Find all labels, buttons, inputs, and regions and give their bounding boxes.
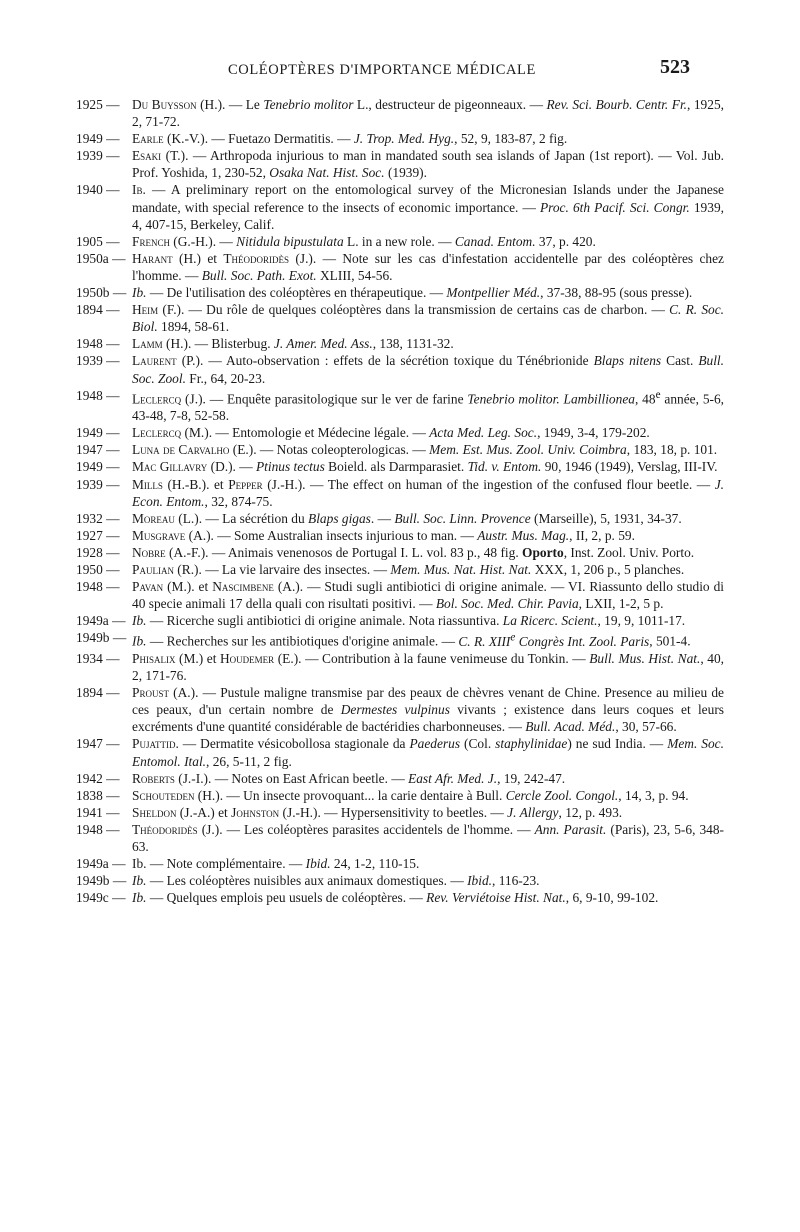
entry-year: 1928 — (76, 544, 120, 560)
bibliography-entry (76, 284, 724, 301)
entry-citation: Laurent (P.). — Auto-observation : effets de la sécrétion toxique du Ténébrionide Blaps nitens Cast. Bull. Soc. Zool. Fr., 64, 20-23. (132, 353, 724, 386)
entry-year: 1927 — (76, 527, 120, 543)
bibliography-entry (76, 527, 724, 544)
entry-citation: Schouteden (H.). — Un insecte provoquant... la carie dentaire à Bull. Cercle Zool. Congol., 14, 3, p. 94. (132, 787, 689, 803)
entry-citation: Musgrave (A.). — Some Australian insects injurious to man. — Austr. Mus. Mag., II, 2, p. 59. (132, 527, 635, 543)
bibliography-entry (76, 561, 724, 578)
entry-year: 1949b — (76, 630, 127, 646)
entry-year: 1948 — (76, 336, 120, 352)
bibliography-entry (76, 441, 724, 458)
bibliography-entry (76, 352, 724, 386)
entry-citation: Leclercq (J.). — Enquête parasitologique sur le ver de farine Tenebrio molitor. Lambillionea, 48e année, 5-6, 43-48, 7-8, 52-58. (132, 388, 725, 424)
entry-year: 1925 — (76, 97, 120, 112)
bibliography-entry (76, 387, 724, 425)
entry-year: 1949c — (76, 890, 126, 906)
entry-citation: Ib. — Les coléoptères nuisibles aux animaux domestiques. — Ibid., 116-23. (132, 873, 540, 889)
entry-citation: Nobre (A.-F.). — Animais venenosos de Portugal I. L. vol. 83 p., 48 fig. Oporto, Inst. Zool. Univ. Porto. (132, 544, 695, 560)
bibliography-entry (76, 458, 724, 475)
bibliography-entry (76, 510, 724, 527)
bibliography-entry (76, 770, 724, 787)
bibliography-entry (76, 233, 724, 250)
entry-year: 1949 — (76, 425, 120, 441)
entry-citation: Luna de Carvalho (E.). — Notas coleopterologicas. — Mem. Est. Mus. Zool. Univ. Coimbra, 183, 18, p. 101. (132, 442, 718, 458)
entry-citation: Lamm (H.). — Blisterbug. J. Amer. Med. Ass., 138, 1131-32. (132, 336, 454, 352)
entry-citation: Paulian (R.). — La vie larvaire des insectes. — Mem. Mus. Nat. Hist. Nat. XXX, 1, 206 p., 5 planches. (132, 562, 685, 577)
entry-citation: Ib. — Quelques emplois peu usuels de coléoptères. — Rev. Verviétoise Hist. Nat., 6, 9-10, 99-102. (132, 890, 659, 906)
bibliography-entry (76, 684, 724, 735)
bibliography-entry (76, 130, 724, 147)
bibliography-entry (76, 787, 724, 804)
entry-citation: Mills (H.-B.). et Pepper (J.-H.). — The effect on human of the ingestion of the confused flour beetle. — J. Econ. Entom., 32, 874-75. (132, 476, 725, 509)
entry-citation: Esaki (T.). — Arthropoda injurious to man in mandated south sea islands of Japan (1st report). — Vol. Jub. Prof. Yoshida, 1, 230-52, Osaka Nat. Hist. Soc. (1939). (132, 148, 724, 181)
entry-citation: Ib. — A preliminary report on the entomological survey of the Micronesian Islands under the Japanese mandate, with special reference to the insects of economic importance. — Proc. 6th Pacif. Sci. Congr. 1939, 4, 407-15, Berkeley, Calif. (132, 182, 724, 232)
entry-citation: Ib. — De l'utilisation des coléoptères en thérapeutique. — Montpellier Méd., 37-38, 88-95 (sous presse). (132, 285, 693, 301)
entry-citation: Pujattid. — Dermatite vésicobollosa stagionale da Paederus (Col. staphylinidae) ne sud India. — Mem. Soc. Entomol. Ital., 26, 5-11, 2 fig. (132, 736, 724, 769)
entry-citation: Pavan (M.). et Nascimbene (A.). — Studi sugli antibiotici di origine animale. — VI. Riassunto dello studio di 40 specie animali 17 della quali con risultati positivi. — Bol. Soc. Med. Chir. Pavia, LXII, 1-2, 5 p. (132, 579, 724, 612)
entry-year: 1947 — (76, 736, 120, 752)
bibliography-entry (76, 804, 724, 821)
bibliography-entry (76, 821, 724, 855)
entry-citation: Harant (H.) et Théodoridès (J.). — Note sur les cas d'infestation accidentelle par des coléoptères chez l'homme. — Bull. Soc. Path. Exot. XLIII, 54-56. (132, 250, 724, 283)
bibliography-entry (76, 578, 724, 612)
entry-year: 1949 — (76, 459, 120, 475)
bibliography-entry (76, 612, 724, 629)
entry-year: 1950a — (76, 250, 126, 266)
entry-year: 1939 — (76, 476, 120, 492)
page-number: 523 (660, 56, 690, 78)
entry-year: 1949a — (76, 613, 126, 629)
bibliography-entry (76, 629, 724, 650)
entry-citation: Du Buysson (H.). — Le Tenebrio molitor L., destructeur de pigeonneaux. — Rev. Sci. Bourb. Centr. Fr., 1925, 2, 71-72. (132, 97, 724, 130)
entry-year: 1940 — (76, 182, 120, 198)
entry-citation: Mac Gillavry (D.). — Ptinus tectus Boield. als Darmparasiet. Tid. v. Entom. 90, 1946 (1949), Verslag, III-IV. (132, 459, 718, 475)
entry-citation: Leclercq (M.). — Entomologie et Médecine légale. — Acta Med. Leg. Soc., 1949, 3-4, 179-202. (132, 425, 650, 441)
entry-year: 1894 — (76, 302, 120, 318)
bibliography-entry (76, 335, 724, 352)
entry-citation: Sheldon (J.-A.) et Johnston (J.-H.). — Hypersensitivity to beetles. — J. Allergy, 12, p. 493. (132, 804, 623, 820)
entry-year: 1947 — (76, 442, 120, 458)
bibliography-entry (76, 889, 724, 906)
entry-year: 1949a — (76, 856, 126, 872)
entry-year: 1905 — (76, 233, 120, 249)
entry-year: 1948 — (76, 579, 120, 595)
bibliography-entry (76, 96, 724, 130)
entry-citation: Earle (K.-V.). — Fuetazo Dermatitis. — J. Trop. Med. Hyg., 52, 9, 183-87, 2 fig. (132, 131, 568, 147)
entry-year: 1894 — (76, 685, 120, 701)
bibliography-entry (76, 301, 724, 335)
entry-citation: Heim (F.). — Du rôle de quelques coléoptères dans la transmission de certains cas de charbon. — C. R. Soc. Biol. 1894, 58-61. (132, 302, 724, 335)
entry-year: 1948 — (76, 821, 120, 837)
entry-citation: Proust (A.). — Pustule maligne transmise par des peaux de chèvres venant de Chine. Presence au milieu de ces peaux, d'un certain nombre de Dermestes vulpinus vivants ; existence dans leurs coques et leurs excréments d'une quantité considérable de bactéridies charbonneuses. — Bull. Acad. Méd., 30, 57-66. (132, 685, 724, 735)
entry-citation: Ib. — Ricerche sugli antibiotici di origine animale. Nota riassuntiva. La Ricerc. Scient., 19, 9, 1011-17. (132, 613, 686, 629)
bibliography-entry (76, 855, 724, 872)
bibliography-entry (76, 424, 724, 441)
entry-citation: Roberts (J.-I.). — Notes on East African beetle. — East Afr. Med. J., 19, 242-47. (132, 770, 566, 786)
bibliography-entry (76, 650, 724, 684)
entry-citation: Phisalix (M.) et Houdemer (E.). — Contribution à la faune venimeuse du Tonkin. — Bull. Mus. Hist. Nat., 40, 2, 171-76. (132, 650, 724, 684)
entry-citation: Ib. — Note complémentaire. — Ibid. 24, 1-2, 110-15. (132, 856, 420, 872)
entry-year: 1941 — (76, 804, 120, 820)
entry-year: 1942 — (76, 770, 120, 786)
entry-citation: Ib. — Recherches sur les antibiotiques d'origine animale. — C. R. XIIIe Congrès Int. Zool. Paris, 501-4. (132, 631, 691, 649)
entry-year: 1932 — (76, 510, 120, 526)
entry-year: 1949b — (76, 873, 127, 889)
bibliography-entry (76, 544, 724, 561)
bibliography-entry (76, 181, 724, 232)
entry-year: 1939 — (76, 148, 120, 164)
entry-year: 1838 — (76, 787, 120, 803)
entry-year: 1950b — (76, 285, 127, 301)
bibliography-entry (76, 872, 724, 889)
bibliography-entry (76, 250, 724, 284)
bibliography-entry (76, 476, 724, 510)
bibliography-list (76, 96, 724, 906)
entry-citation: Moreau (L.). — La sécrétion du Blaps gigas. — Bull. Soc. Linn. Provence (Marseille), 5, 1931, 34-37. (132, 510, 682, 526)
bibliography-entry (76, 147, 724, 181)
entry-year: 1939 — (76, 353, 120, 369)
entry-year: 1949 — (76, 131, 120, 147)
entry-year: 1934 — (76, 650, 120, 666)
running-title: COLÉOPTÈRES D'IMPORTANCE MÉDICALE (228, 62, 536, 78)
entry-citation: Théodoridès (J.). — Les coléoptères parasites accidentels de l'homme. — Ann. Parasit. (Paris), 23, 5-6, 348-63. (132, 821, 725, 854)
entry-year: 1948 — (76, 387, 120, 403)
running-head (0, 56, 800, 86)
bibliography-entry (76, 735, 724, 769)
entry-citation: French (G.-H.). — Nitidula bipustulata L. in a new role. — Canad. Entom. 37, p. 420. (132, 233, 596, 249)
entry-year: 1950 — (76, 562, 120, 577)
